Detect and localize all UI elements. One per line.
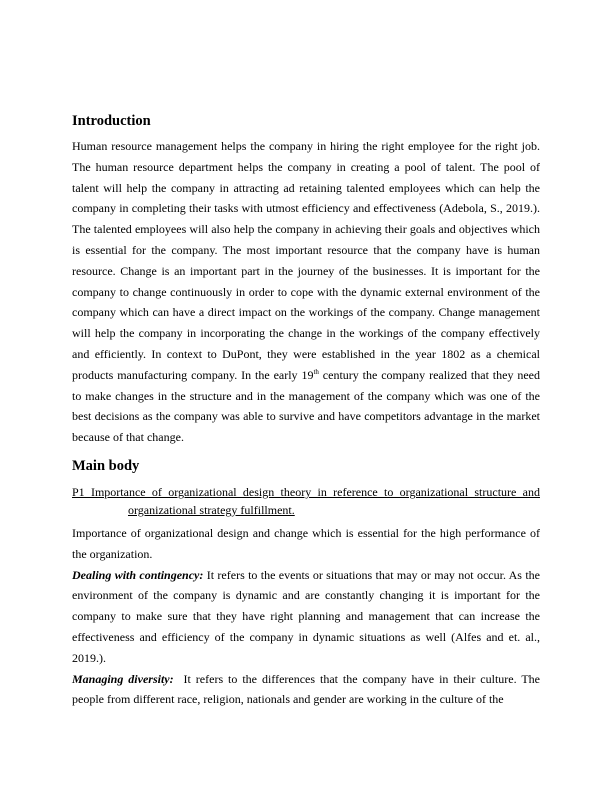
- diversity-term: Managing diversity:: [72, 671, 174, 686]
- contingency-term: Dealing with contingency:: [72, 567, 204, 582]
- introduction-heading: Introduction: [72, 113, 151, 129]
- ordinal-superscript: th: [313, 367, 319, 376]
- diversity-paragraph: [72, 669, 543, 711]
- main-body-heading: Main body: [72, 457, 140, 474]
- page-content: [72, 112, 543, 710]
- diversity-text: It refers to the differences that the company have in their culture. The people from different race, religion, nationals and gender are working in the culture of the: [72, 671, 543, 707]
- contingency-text: It refers to the events or situations that may or may not occur. As the environment of the company is dynamic and are constantly changing it is important for the company to make sure that they have right planning and management that can increase the effectiveness and efficiency of the company in dynamic situations as well (Alfes and et. al., 2019.).: [72, 567, 540, 665]
- introduction-paragraph: [72, 136, 540, 448]
- p1-title: P1 Importance of organizational design theory in reference to organizational structure and organizational strategy fulfillment.: [72, 484, 540, 517]
- contingency-paragraph: [72, 565, 540, 669]
- introduction-text-part-1: Human resource management helps the company in hiring the right employee for the right job. The human resource department helps the company in creating a pool of talent. The pool of talent will help the company in attracting ad retaining talented employees which can help the company in completing their tasks with utmost efficiency and effectiveness (Adebola, S., 2019.). The talented employees will also help the company in achieving their goals and objectives which is essential for the company. The most important resource that the company have is human resource. Change is an important part in the journey of the businesses. It is important for the company to change continuously in order to cope with the dynamic external environment of the company which can have a direct impact on the workings of the company. Change management will help the company in incorporating the change in the workings of the company effectively and efficiently. In context to DuPont, they were established in the year 1802 as a chemical products manufacturing company. In the early 19: [72, 139, 540, 382]
- introduction-text-part-2: century the company realized that they need to make changes in the structure and in the management of the company which was one of the best decisions as the company was able to survive and have competitors advantage in the market because of that change.: [72, 367, 540, 445]
- lead-paragraph: Importance of organizational design and change which is essential for the high performance of the organization.: [72, 525, 540, 561]
